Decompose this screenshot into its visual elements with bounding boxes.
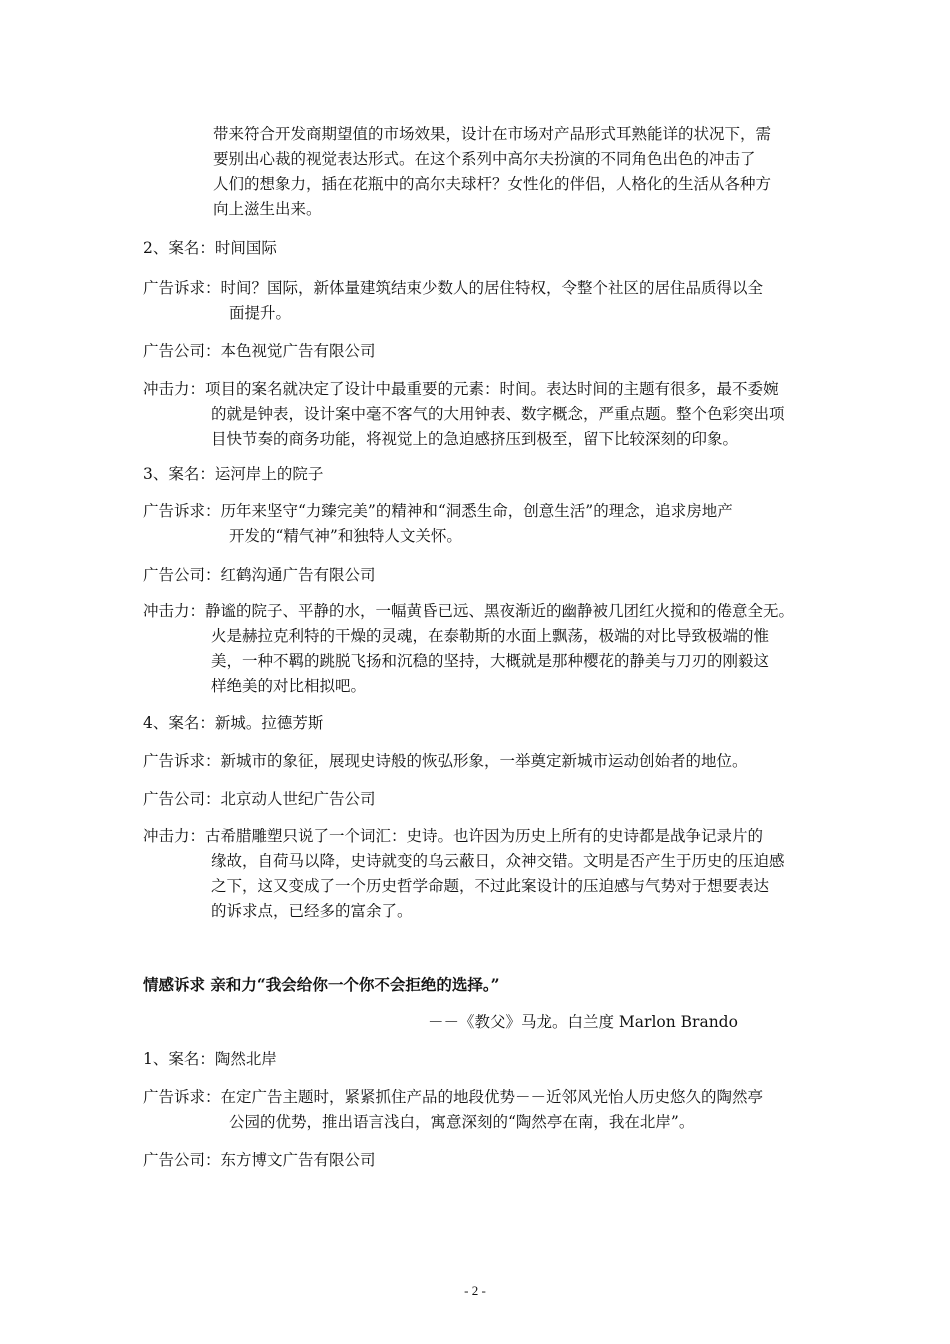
- case1b-appeal-line-2: 公园的优势，推出语言浅白，寓意深刻的“陶然亭在南，我在北岸”。: [229, 1113, 695, 1131]
- case1b-title: 1、案名：陶然北岸: [143, 1050, 277, 1068]
- case3-title: 3、案名：运河岸上的院子: [143, 465, 324, 483]
- case4-impact-line-2: 缘故，自荷马以降，史诗就变的乌云蔽日，众神交错。文明是否产生于历史的压迫感: [211, 852, 785, 870]
- case2-impact-line-2: 的就是钟表，设计案中毫不客气的大用钟表、数字概念，严重点题。整个色彩突出项: [211, 405, 785, 423]
- case1b-appeal-line-1: 广告诉求：在定广告主题时，紧紧抓住产品的地段优势－－近邻风光怡人历史悠久的陶然亭: [143, 1088, 764, 1106]
- case4-impact-line-3: 之下，这又变成了一个历史哲学命题，不过此案设计的压迫感与气势对于想要表达: [211, 877, 770, 895]
- section-quote: －－《教父》马龙。白兰度 Marlon Brando: [428, 1013, 738, 1031]
- case2-impact-line-3: 目快节奏的商务功能，将视觉上的急迫感挤压到极至，留下比较深刻的印象。: [211, 430, 739, 448]
- intro-line-3: 人们的想象力，插在花瓶中的高尔夫球杆？女性化的伴侣，人格化的生活从各种方: [213, 175, 772, 193]
- case4-appeal: 广告诉求：新城市的象征，展现史诗般的恢弘形象，一举奠定新城市运动创始者的地位。: [143, 752, 748, 770]
- page-number: - 2 -: [464, 1283, 486, 1298]
- intro-line-2: 要别出心裁的视觉表达形式。在这个系列中高尔夫扮演的不同角色出色的冲击了: [213, 150, 756, 168]
- section-heading: 情感诉求 亲和力“我会给你一个你不会拒绝的选择。”: [143, 975, 500, 994]
- case2-appeal-line-2: 面提升。: [229, 304, 292, 322]
- case1b-company: 广告公司：东方博文广告有限公司: [143, 1151, 376, 1169]
- case4-company: 广告公司：北京动人世纪广告公司: [143, 790, 376, 808]
- case3-impact-line-3: 美，一种不羁的跳脱飞扬和沉稳的坚持，大概就是那种樱花的静美与刀刃的刚毅这: [211, 652, 770, 670]
- case3-impact-line-1: 冲击力：静谧的院子、平静的水，一幅黄昏已远、黑夜渐近的幽静被几团红火搅和的倦意全无。: [143, 602, 795, 620]
- case3-appeal-line-2: 开发的“精气神”和独特人文关怀。: [229, 527, 462, 545]
- case3-impact-line-4: 样绝美的对比相拟吧。: [211, 677, 367, 695]
- case3-impact-line-2: 火是赫拉克利特的干燥的灵魂，在泰勒斯的水面上飘荡，极端的对比导致极端的惟: [211, 627, 770, 645]
- case2-impact-line-1: 冲击力：项目的案名就决定了设计中最重要的元素：时间。表达时间的主题有很多，最不委婉: [143, 380, 779, 398]
- intro-line-4: 向上滋生出来。: [213, 200, 322, 218]
- case3-company: 广告公司：红鹤沟通广告有限公司: [143, 566, 376, 584]
- case2-title: 2、案名：时间国际: [143, 239, 277, 257]
- intro-line-1: 带来符合开发商期望值的市场效果，设计在市场对产品形式耳熟能详的状况下，需: [213, 125, 772, 143]
- case2-company: 广告公司：本色视觉广告有限公司: [143, 342, 376, 360]
- case4-title: 4、案名：新城。拉德芳斯: [143, 714, 324, 732]
- case3-appeal-line-1: 广告诉求：历年来坚守“力臻完美”的精神和“洞悉生命，创意生活”的理念，追求房地产: [143, 502, 733, 520]
- case2-appeal-line-1: 广告诉求：时间？国际，新体量建筑结束少数人的居住特权，令整个社区的居住品质得以全: [143, 279, 764, 297]
- case4-impact-line-4: 的诉求点，已经多的富余了。: [211, 902, 413, 920]
- case4-impact-line-1: 冲击力：古希腊雕塑只说了一个词汇：史诗。也许因为历史上所有的史诗都是战争记录片的: [143, 827, 764, 845]
